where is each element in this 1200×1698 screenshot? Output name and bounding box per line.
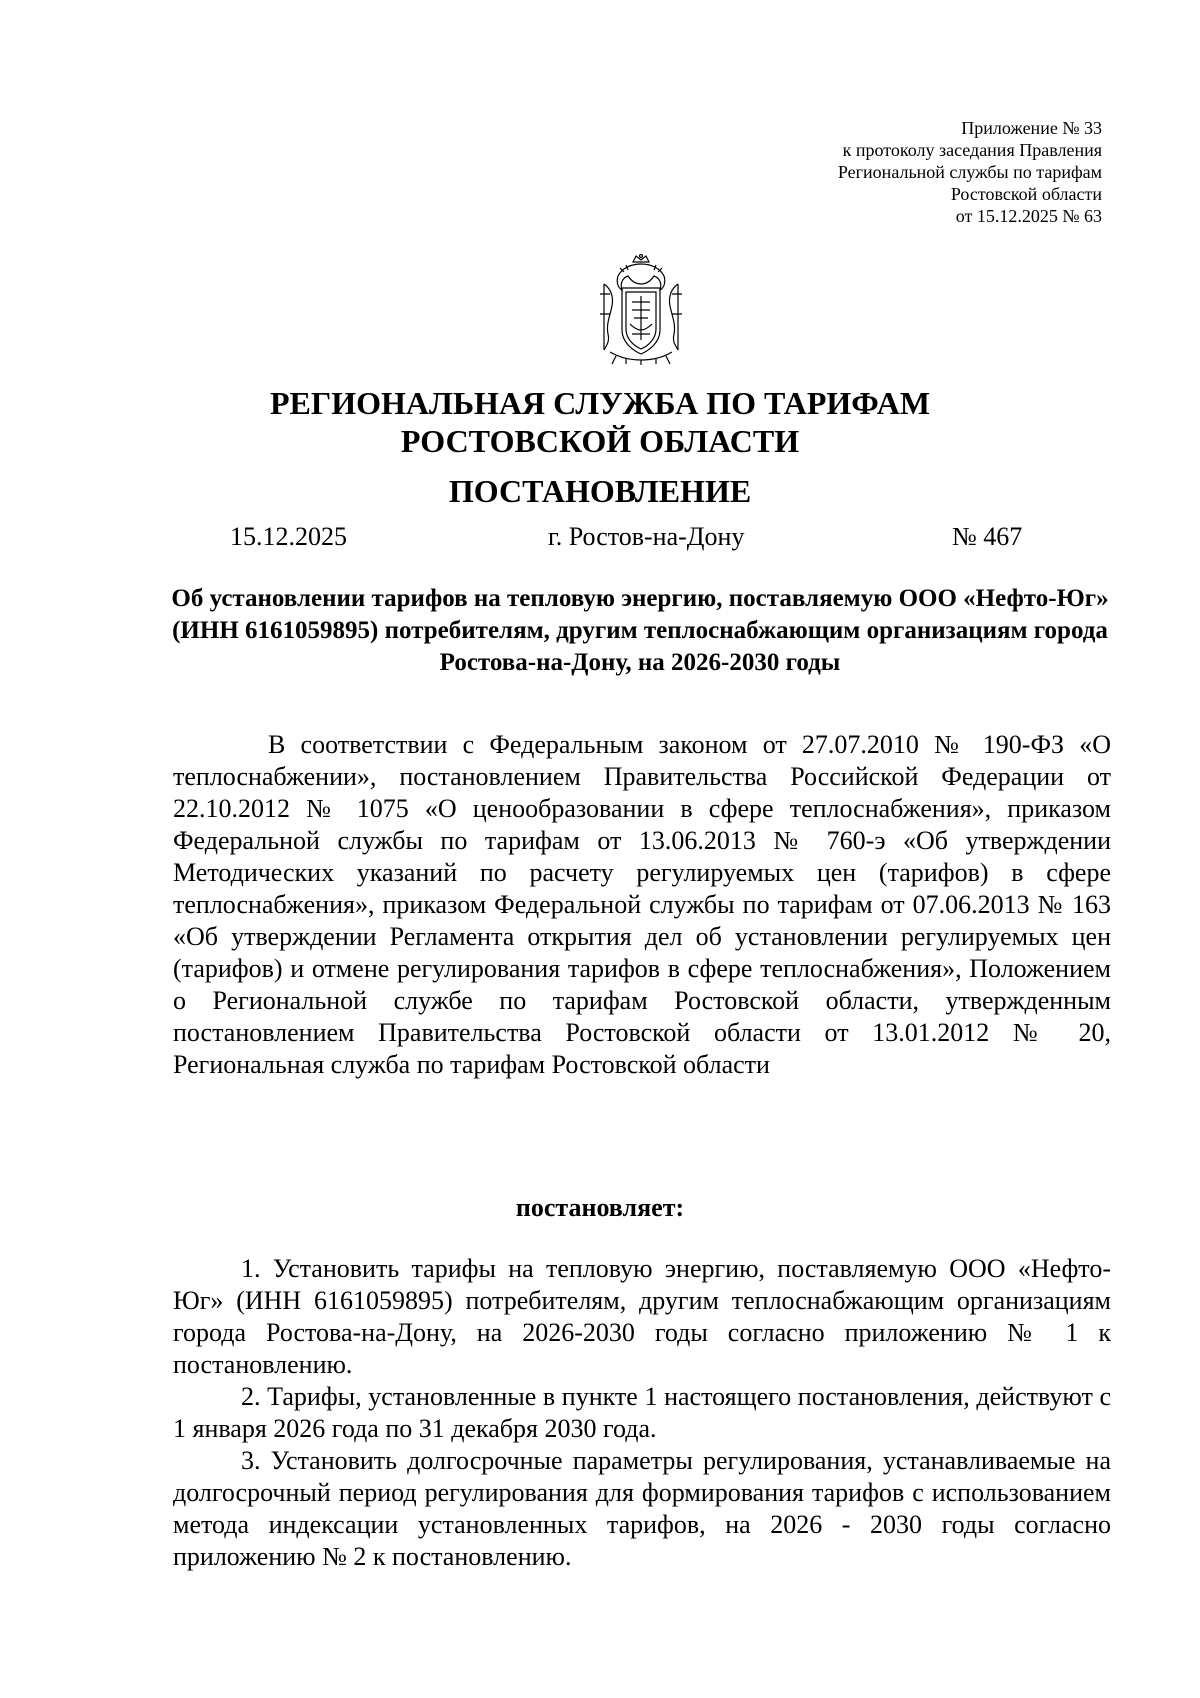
organization-title xyxy=(0,384,1200,460)
organization-title-line: РОСТОВСКОЙ ОБЛАСТИ xyxy=(400,423,800,459)
document-type: ПОСТАНОВЛЕНИЕ xyxy=(448,473,752,509)
appendix-line: Ростовской области xyxy=(950,184,1102,204)
document-date: 15.12.2025 xyxy=(230,522,347,551)
decides-heading: постановляет: xyxy=(515,1193,685,1222)
document-city: г. Ростов-на-Дону xyxy=(548,522,745,551)
decision-item: 2. Тарифы, установленные в пункте 1 настоящего постановления, действуют с 1 января 2026 года по 31 декабря 2030 года. xyxy=(173,1382,1111,1443)
appendix-line: Приложение № 33 xyxy=(961,118,1102,138)
document-number: № 467 xyxy=(952,522,1023,551)
preamble-paragraph: В соответствии с Федеральным законом от 27.07.2010 № 190-ФЗ «О теплоснабжении», постановлением Правительства Российской Федерации от 22.10.2012 № 1075 «О ценообразовании в сфере теплоснабжения», приказом Федеральной службы по тарифам от 13.06.2013 № 760-э «Об утверждении Методических указаний по расчету регулируемых цен (тарифов) в сфере теплоснабжения», приказом Федеральной службы по тарифам от 07.06.2013 № 163 «Об утверждении Регламента открытия дел об установлении регулируемых цен (тарифов) и отмене регулирования тарифов в сфере теплоснабжения», Положением о Региональной службе по тарифам Ростовской области, утвержденным постановлением Правительства Ростовской области от 13.01.2012 № 20, Региональная служба по тарифам Ростовской области xyxy=(173,730,1111,1079)
appendix-line: к протоколу заседания Правления xyxy=(842,140,1102,160)
document-subject: Об установлении тарифов на тепловую энергию, поставляемую ООО «Нефто-Юг» (ИНН 6161059895) потребителям, другим теплоснабжающим организациям города Ростова-на-Дону, на 2026-2030 годы xyxy=(171,585,1109,676)
coat-of-arms-icon xyxy=(596,254,686,366)
appendix-line: Региональной службы по тарифам xyxy=(837,162,1102,182)
decision-item: 3. Установить долгосрочные параметры регулирования, устанавливаемые на долгосрочный период регулирования для формирования тарифов с использованием метода индексации установленных тарифов, на 2026 - 2030 годы согласно приложению № 2 к постановлению. xyxy=(173,1446,1111,1571)
appendix-line: от 15.12.2025 № 63 xyxy=(955,206,1102,226)
decision-item: 1. Установить тарифы на тепловую энергию, поставляемую ООО «Нефто-Юг» (ИНН 6161059895) потребителям, другим теплоснабжающим организациям города Ростова-на-Дону, на 2026-2030 годы согласно приложению № 1 к постановлению. xyxy=(173,1254,1111,1379)
organization-title-line: РЕГИОНАЛЬНАЯ СЛУЖБА ПО ТАРИФАМ xyxy=(269,385,931,421)
decision-items xyxy=(173,1253,1111,1573)
appendix-reference xyxy=(838,117,1102,227)
